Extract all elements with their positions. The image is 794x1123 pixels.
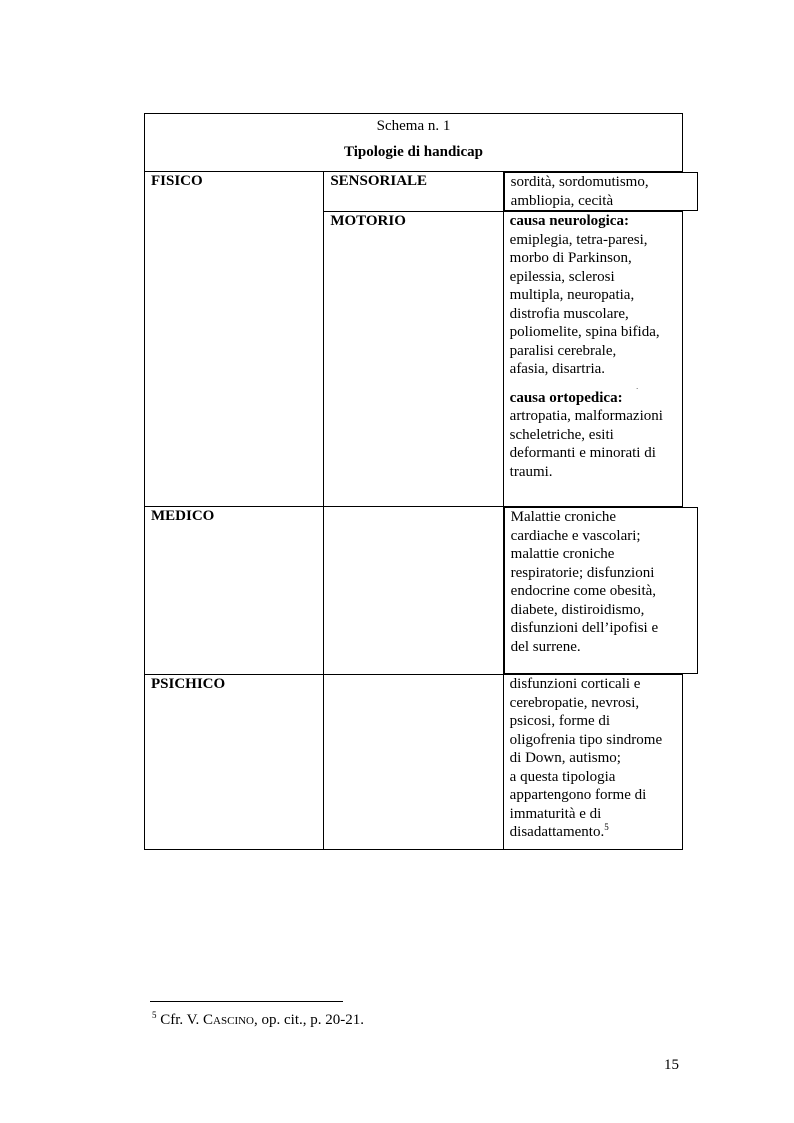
table-row [145, 172, 683, 212]
sensoriale-description: sordità, sordomutismo, ambliopia, cecità [504, 172, 698, 211]
footnote-author: Cascino [203, 1012, 255, 1028]
stray-mark: . [636, 382, 638, 391]
page-number: 15 [664, 1057, 679, 1073]
subtype-motorio: MOTORIO [324, 212, 503, 507]
schema-title: Tipologie di handicap [344, 143, 483, 160]
footnote-prefix: Cfr. V. [160, 1012, 204, 1028]
empty-subtype-cell [324, 507, 503, 675]
psichico-description-cell [503, 675, 682, 850]
footnote-reference[interactable]: 5 [604, 822, 609, 832]
psichico-description: disfunzioni corticali e cerebropatie, nevrosi, psicosi, forme di oligofrenia tipo sindrome di Down, autismo; a questa tipologia appartengono forme di immaturità e di disadattamento. [509, 676, 663, 840]
table-row [145, 212, 683, 507]
footnote [152, 1012, 364, 1029]
table-row [145, 507, 683, 675]
orthopedic-cause-text: artropatia, malformazioni scheletriche, esiti deformanti e minorati di traumi. [509, 408, 663, 480]
orthopedic-cause-heading: causa ortopedica: [509, 389, 623, 406]
neurologic-cause-text: emiplegia, tetra-paresi, morbo di Parkinson, epilessia, sclerosi multipla, neuropatia, distrofia muscolare, poliomelite, spina bifida, paralisi cerebrale, afasia, disartria. [509, 231, 660, 377]
footnote-separator [150, 1001, 343, 1002]
category-fisico-continued [145, 212, 324, 507]
neurologic-cause-heading: causa neurologica: [509, 213, 629, 229]
category-fisico: FISICO [145, 172, 324, 212]
motorio-description [503, 212, 682, 507]
empty-subtype-cell [324, 675, 503, 850]
footnote-suffix: , op. cit., p. 20-21. [254, 1012, 365, 1028]
category-medico: MEDICO [145, 507, 324, 675]
subtype-sensoriale: SENSORIALE [324, 172, 503, 212]
footnote-number: 5 [152, 1010, 157, 1020]
medico-description: Malattie croniche cardiache e vascolari; malattie croniche respiratorie; disfunzioni endocrine come obesità, diabete, distiroidismo, disfunzioni dell’ipofisi e del surrene. [504, 507, 698, 674]
table-row [145, 675, 683, 850]
table-title-cell [145, 114, 683, 172]
handicap-typology-table [144, 113, 683, 850]
category-psichico: PSICHICO [145, 675, 324, 850]
schema-caption: Schema n. 1 [376, 118, 451, 134]
